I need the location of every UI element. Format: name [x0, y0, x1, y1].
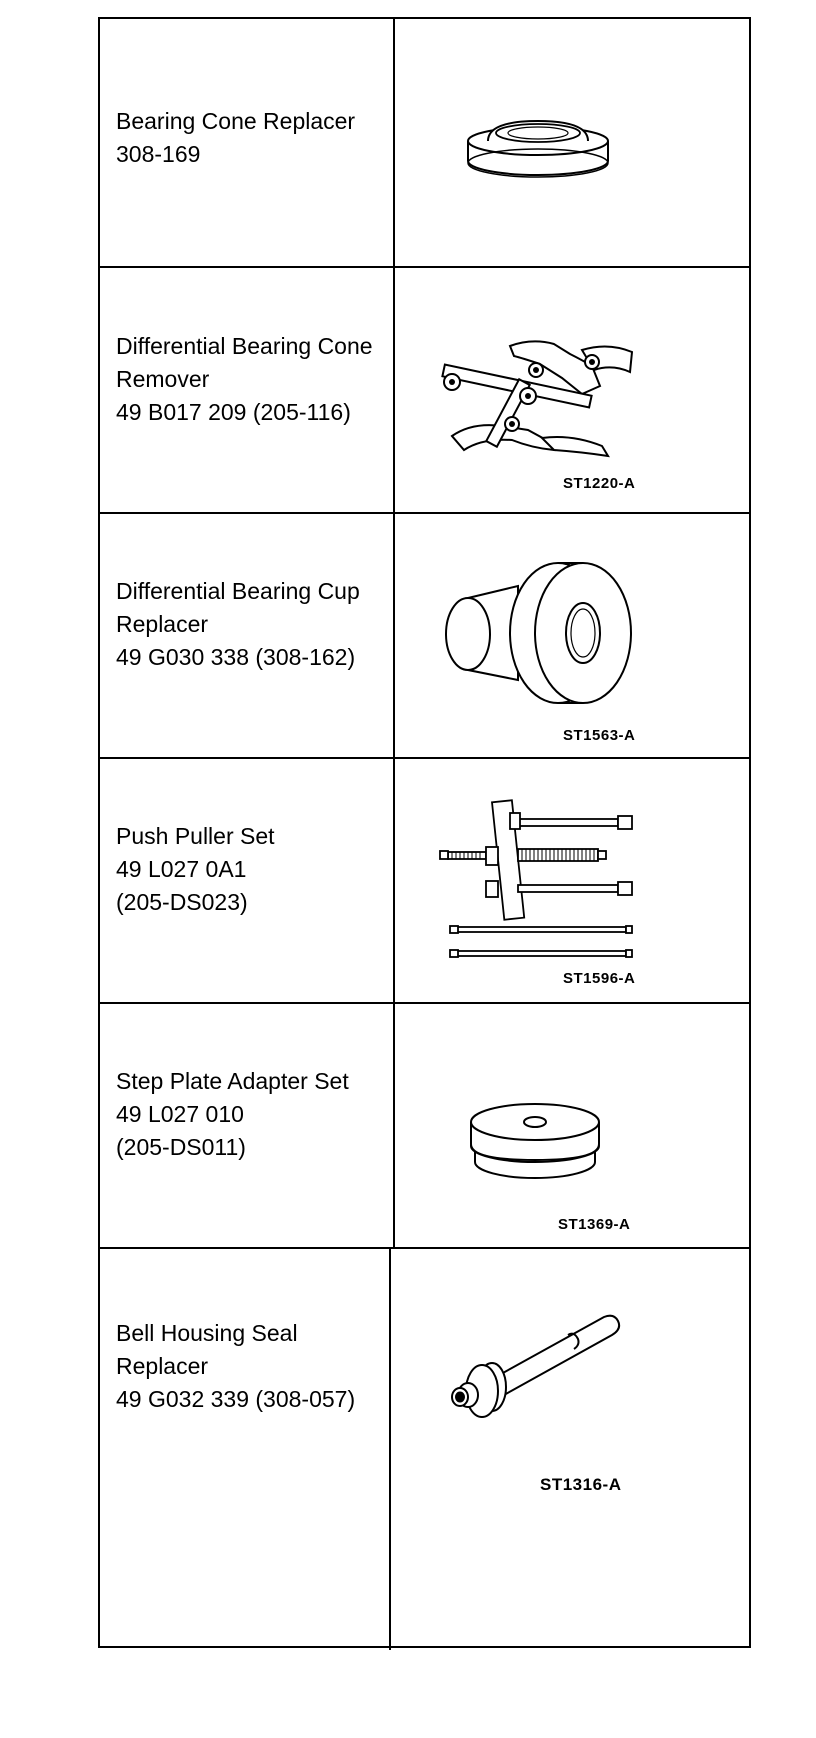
image-code: ST1369-A	[558, 1216, 631, 1233]
tool-row	[100, 19, 749, 268]
tool-name: Push Puller Set 49 L027 0A1 (205-DS023)	[116, 823, 275, 915]
image-code: ST1316-A	[540, 1475, 622, 1494]
image-code: ST1220-A	[563, 475, 636, 492]
bearing-cup-replacer-icon	[438, 558, 628, 708]
image-code: ST1563-A	[563, 727, 636, 744]
bearing-cone-remover-icon	[432, 338, 662, 468]
tool-name-cell	[100, 514, 393, 757]
tool-name-cell	[100, 1249, 389, 1650]
tool-name: Differential Bearing Cup Replacer 49 G030 338 (308-162)	[116, 578, 360, 670]
image-code: ST1596-A	[563, 970, 636, 987]
step-plate-adapter-icon	[465, 1100, 605, 1190]
tool-name-cell	[100, 19, 393, 266]
tool-row	[100, 1004, 749, 1249]
tool-name-cell	[100, 1004, 393, 1247]
tool-name: Step Plate Adapter Set 49 L027 010 (205-DS011)	[116, 1068, 349, 1160]
tool-row	[100, 268, 749, 514]
special-tools-table	[98, 17, 751, 1648]
tool-row	[100, 514, 749, 759]
tool-name: Bell Housing Seal Replacer 49 G032 339 (308-057)	[116, 1320, 356, 1412]
tool-row	[100, 759, 749, 1004]
seal-replacer-icon	[442, 1309, 622, 1419]
tool-name: Differential Bearing Cone Remover 49 B017 209 (205-116)	[116, 332, 373, 425]
tool-name-cell	[100, 268, 393, 512]
tool-name-cell	[100, 759, 393, 1002]
bearing-cone-replacer-icon	[463, 111, 613, 181]
tool-name: Bearing Cone Replacer 308-169	[116, 107, 356, 167]
push-puller-set-icon	[438, 799, 638, 979]
tool-row	[100, 1249, 749, 1650]
